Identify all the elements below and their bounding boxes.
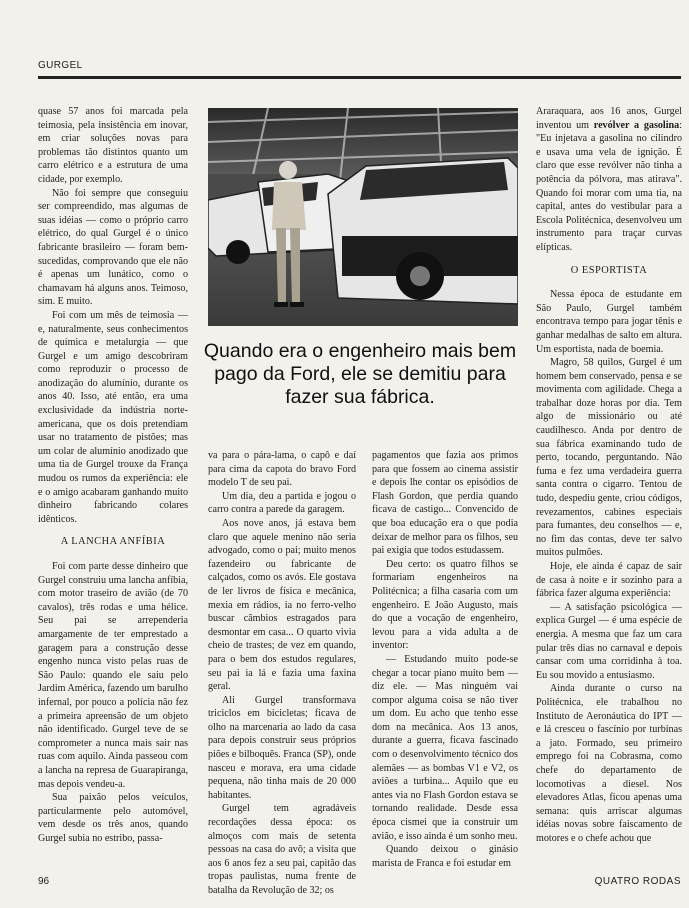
paragraph: Aos nove anos, já estava bem claro que aquele menino não seria advogado, como o pai; muito menos fazendeiro ou fabricante de calçados, como os avós. Ele gostava de ler livros de física e mecânica, mexia em rádios, ia no ferro-velho buscar câmbios estragados para desmontar em casa... O quarto vivia cheio de trastes; de vez em quando, para o bem dos estudos regulares, seu pai ia lá e fazia uma faxina geral.	[208, 517, 356, 693]
section-header: GURGEL	[38, 60, 83, 71]
paragraph: va para o pára-lama, o capô e daí para cima da capota do bravo Ford modelo T de seu pai.	[208, 450, 356, 489]
factory-photo-image	[208, 108, 518, 326]
section-heading: O ESPORTISTA	[570, 264, 648, 276]
paragraph: quase 57 anos foi marcada pela teimosia, pela insistência em inovar, em criar soluções novas para problemas tão distintos quanto um carro elétrico e a estrutura de uma cidade, por exemplo.	[38, 106, 188, 185]
paragraph: Ainda durante o curso na Politécnica, ele trabalhou no Instituto de Aeronáutica do IPT — e lá cresceu o fascínio por turbinas a jato. Formado, seu primeiro emprego foi na Cobrasma, como chefe do departamento de locomotivas a diesel. Nos elevadores Atlas, ficou apenas uma semana: quis arriscar algumas idéias novas sobre faiscamento de motores e o chefe achou que	[536, 683, 682, 844]
text-column-1	[38, 105, 188, 845]
paragraph: Magro, 58 quilos, Gurgel é um homem bem conservado, pensa e se movimenta com agilidade. Chega a trabalhar doze horas por dia. Tem algo de missionário ou até caudilhesco. Anda por dentro de sua fábrica examinando tudo de perto, tocando, perguntando. Não fuma e fez uma verdadeira guerra santa contra o cigarro. Tentou de tudo, despediu gente, criou códigos, revezamentos, cabines especiais para fumantes, deu conselhos — e, no fim das contas, deve ter salvo muitos pulmões.	[536, 357, 682, 559]
paragraph: Foi com parte desse dinheiro que Gurgel construiu uma lancha anfíbia, com motor traseiro de avião (de 70 cavalos), três rodas e uma hélice. Seu pai se arrependeria amargamente de ter emprestado a garagem para a construção desse engenho nunca visto pelas ruas de São Paulo: quando ele saiu pelo Jardim América, fazendo um barulho infernal, por pouco a polícia não fez a primeira apreensão de um objeto não identificado. Gurgel teve de se comprometer a nunca mais sair nas ruas com aquilo. Ainda passeou com a lancha na represa de Guarapiranga, mas depois vendeu-a.	[38, 561, 188, 790]
paragraph: Quando deixou o ginásio marista de Franca e foi estudar em	[372, 844, 518, 869]
text-column-2	[208, 449, 356, 898]
publication-name: QUATRO RODAS	[594, 876, 681, 887]
text-column-4	[536, 105, 682, 845]
text-column-3	[372, 449, 518, 870]
paragraph: Gurgel tem agradáveis recordações dessa época: os almoços com mais de setenta pessoas na casa do avô; a visita que aos 6 anos fez a seu pai, capitão das tropas paulistas, numa frente de batalha da Revolução de 32; os	[208, 803, 356, 896]
factory-photo	[208, 108, 518, 326]
paragraph: Não foi sempre que conseguiu ser compreendido, mas algumas de suas idéias — como o próprio carro elétrico, do qual Gurgel é o único fabricante brasileiro — foram bem-sucedidas, comprovando que ele não é apenas um lunático, como o chamavam há alguns anos. Teimoso, sim. E muito.	[38, 187, 188, 308]
paragraph: Sua paixão pelos veículos, particularmente pelo automóvel, vem desde os três anos, quando Gurgel subia no estribo, passa-	[38, 792, 188, 844]
paragraph: Um dia, deu a partida e jogou o carro contra a parede da garagem.	[208, 490, 356, 516]
paragraph: pagamentos que fazia aos primos para que fossem ao cinema assistir e depois lhe contar os episódios de Flash Gordon, que perdia quando ficava de castigo... Convencido de que boa educação era o que podia deixar de melhor para os filhos, seu pai exigia que todos estudassem.	[372, 450, 518, 557]
page-number: 96	[38, 876, 50, 887]
section-heading: A LANCHA ANFÍBIA	[60, 536, 166, 548]
paragraph: Nessa época de estudante em São Paulo, Gurgel também encontrava tempo para jogar tênis e ganhar medalhas de salto em altura. Um esportista, nada de boemia.	[536, 289, 682, 355]
paragraph: Araraquara, aos 16 anos, Gurgel inventou um revólver a gasolina: "Eu injetava a gasolina no cilindro e usava uma vela de ignição. É claro que esse revólver não tinha a potência da pólvora, mas atirava". Quando foi morar com uma tia, na capital, antes do vestibular para a Escola Politécnica, desenvolveu um instrumento para traçar curvas elípticas.	[536, 106, 682, 253]
photo-caption: Quando era o engenheiro mais bem pago da Ford, ele se demitiu para fazer sua fábrica.	[203, 340, 517, 408]
paragraph: Hoje, ele ainda é capaz de sair de casa à noite e ir sozinho para a fábrica fazer alguma experiência:	[536, 561, 682, 600]
paragraph: Deu certo: os quatro filhos se formariam engenheiros na Politécnica; a filha casaria com um engenheiro. E João Augusto, mais do que a vocação de engenheiro, levou para a vida adulta a de inventor:	[372, 558, 518, 652]
paragraph: Foi com um mês de teimosia — e, naturalmente, seus conhecimentos de química e metalurgia — que Gurgel e um amigo descobriram como reproduzir o processo de anodização do alumínio, durante os anos 40. Isso, até então, era uma exclusividade da indústria norte-americana, que os dois pretendiam usar no tratamento de pistões; mas um colar de alumínio anodizado que uma tia de Gurgel trouxe da França mudou os rumos da experiência: ele e o amigo acabaram ganhando muito dinheiro fabricando colares idênticos.	[38, 309, 188, 525]
paragraph: — A satisfação psicológica — explica Gurgel — é uma espécie de energia. A mesma que faz um cara pular três dias no carnaval e depois cansar com uma corridinha à toa. Eu sou movido a entusiasmo.	[536, 601, 682, 681]
header-rule	[38, 76, 681, 79]
paragraph: — Estudando muito pode-se chegar a tocar piano muito bem — diz ele. — Mas ninguém vai compor alguma coisa se não tiver um dom. Eu acho que tenho esse dom na mecânica. Aos 13 anos, durante a guerra, ficava fascinado com o desenvolvimento técnico dos alemães — as bombas V1 e V2, os aviões a turbina... Aquilo que eu antes via no Flash Gordon estava se tornando realidade. Desde essa época cismei que ia construir um avião, e isso ainda é um sonho meu.	[372, 653, 518, 842]
paragraph: Ali Gurgel transformava triciclos em bicicletas; ficava de olho na marcenaria ao lado da casa para depois construir seus próprios piões e bilboquês. Franca (SP), onde nasceu e morava, era uma cidade pequena, não tinha mais de 20 000 habitantes.	[208, 694, 356, 801]
